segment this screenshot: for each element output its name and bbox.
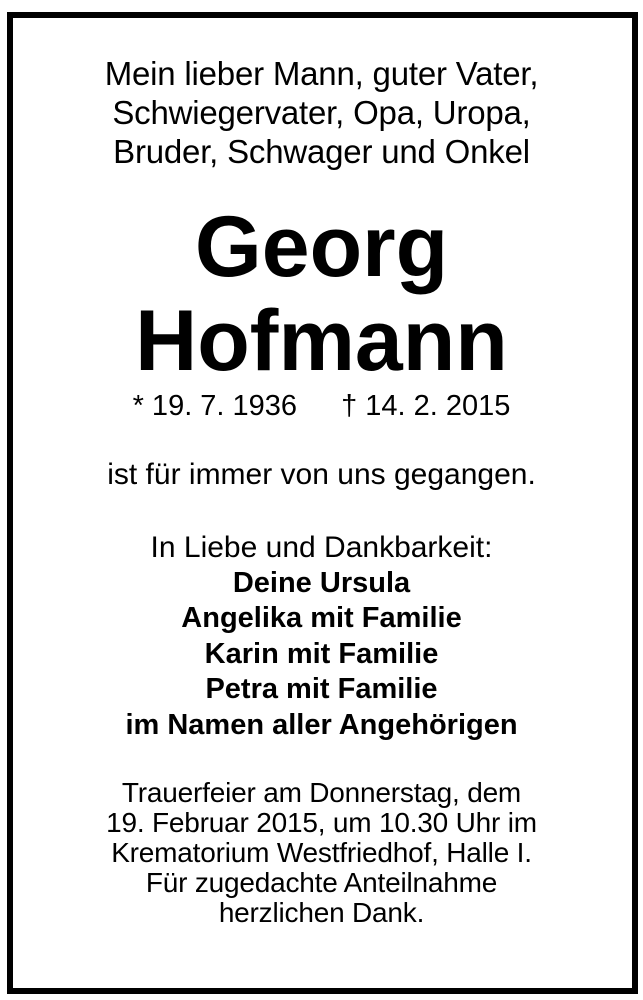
mourner-name: im Namen aller Angehörigen xyxy=(125,708,518,741)
service-line: herzlichen Dank. xyxy=(218,897,425,928)
death-date: † 14. 2. 2015 xyxy=(341,390,511,422)
mourner-name: Petra mit Familie xyxy=(205,673,438,705)
deceased-name xyxy=(0,200,643,388)
service-info xyxy=(0,778,643,928)
intro-text xyxy=(0,54,643,171)
mourner-name: Karin mit Familie xyxy=(204,637,439,670)
life-dates xyxy=(0,388,643,424)
intro-line: Bruder, Schwager und Onkel xyxy=(113,133,530,170)
intro-line: Schwiegervater, Opa, Uropa, xyxy=(112,94,531,131)
service-line: Für zugedachte Anteilnahme xyxy=(145,867,498,898)
mourner-name: Deine Ursula xyxy=(232,566,411,599)
last-name: Hofmann xyxy=(135,293,508,389)
service-line: Trauerfeier am Donnerstag, dem xyxy=(121,777,522,808)
intro-line: Mein lieber Mann, guter Vater, xyxy=(104,55,539,92)
service-line: Krematorium Westfriedhof, Halle I. xyxy=(111,837,532,868)
first-name: Georg xyxy=(194,199,449,295)
birth-date: * 19. 7. 1936 xyxy=(132,390,298,422)
mourners-heading: In Liebe und Dankbarkeit: xyxy=(150,531,493,564)
passed-away-text: ist für immer von uns gegangen. xyxy=(107,458,536,491)
service-line: 19. Februar 2015, um 10.30 Uhr im xyxy=(106,807,537,838)
mourner-name: Angelika mit Familie xyxy=(181,602,462,634)
mourners-block xyxy=(0,530,643,743)
